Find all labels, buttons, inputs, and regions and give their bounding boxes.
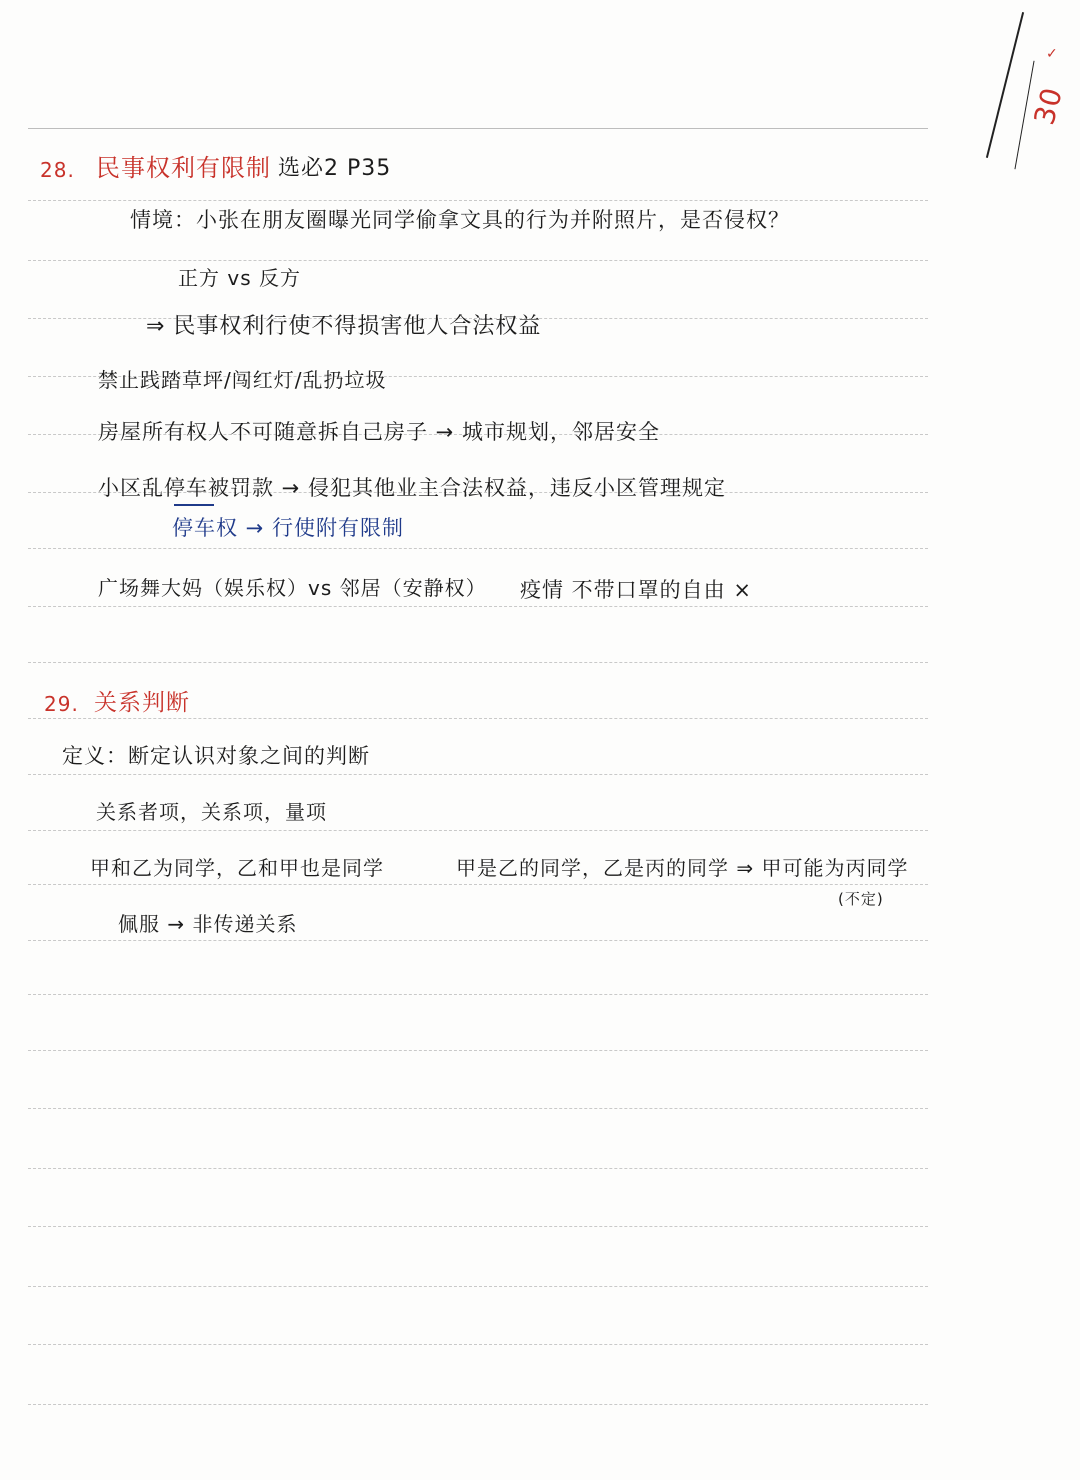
parking-underline [174, 504, 214, 506]
section29-number: 29. [44, 692, 79, 716]
section29-example3: 佩服 → 非传递关系 [118, 912, 298, 936]
section28-example3-note: 停车权 → 行使附有限制 [172, 516, 404, 540]
rule-line [28, 606, 928, 607]
section28-example2: 房屋所有权人不可随意拆自己房子 → 城市规划，邻居安全 [98, 420, 660, 444]
margin-stroke [986, 12, 1024, 158]
rule-line [28, 1344, 928, 1345]
section29-definition: 定义：断定认识对象之间的判断 [62, 744, 370, 768]
section28-debate: 正方 vs 反方 [178, 266, 301, 290]
rule-line [28, 128, 928, 129]
rule-line [28, 200, 928, 201]
section28-example5: 疫情 不带口罩的自由 × [520, 578, 752, 602]
section29-title: 关系判断 [94, 690, 190, 716]
rule-line [28, 830, 928, 831]
rule-line [28, 1226, 928, 1227]
section28-example4: 广场舞大妈（娱乐权）vs 邻居（安静权） [98, 576, 487, 600]
section28-number: 28. [40, 158, 75, 182]
section29-terms: 关系者项，关系项，量项 [96, 800, 327, 824]
rule-line [28, 548, 928, 549]
rule-line [28, 774, 928, 775]
section28-conclusion: ⇒ 民事权利行使不得损害他人合法权益 [146, 314, 542, 339]
rule-line [28, 1108, 928, 1109]
rule-line [28, 1404, 928, 1405]
rule-line [28, 940, 928, 941]
section28-reference: 选必2 P35 [278, 156, 392, 181]
page-number: 30 [1027, 83, 1070, 129]
section29-example2: 甲是乙的同学，乙是丙的同学 ⇒ 甲可能为丙同学 [456, 856, 909, 880]
rule-line [28, 662, 928, 663]
rule-line [28, 994, 928, 995]
page-check-mark: ✓ [1046, 46, 1058, 62]
section28-scenario: 情境：小张在朋友圈曝光同学偷拿文具的行为并附照片，是否侵权？ [130, 208, 790, 232]
rule-line [28, 1050, 928, 1051]
section29-example2-note: (不定) [838, 890, 884, 908]
section28-example3: 小区乱停车被罚款 → 侵犯其他业主合法权益，违反小区管理规定 [98, 476, 726, 500]
rule-line [28, 884, 928, 885]
section28-title: 民事权利有限制 [96, 154, 271, 182]
rule-line [28, 1286, 928, 1287]
rule-line [28, 260, 928, 261]
rule-line [28, 718, 928, 719]
section28-example1: 禁止践踏草坪/闯红灯/乱扔垃圾 [98, 368, 387, 392]
section29-example1: 甲和乙为同学，乙和甲也是同学 [90, 856, 384, 880]
rule-line [28, 1168, 928, 1169]
